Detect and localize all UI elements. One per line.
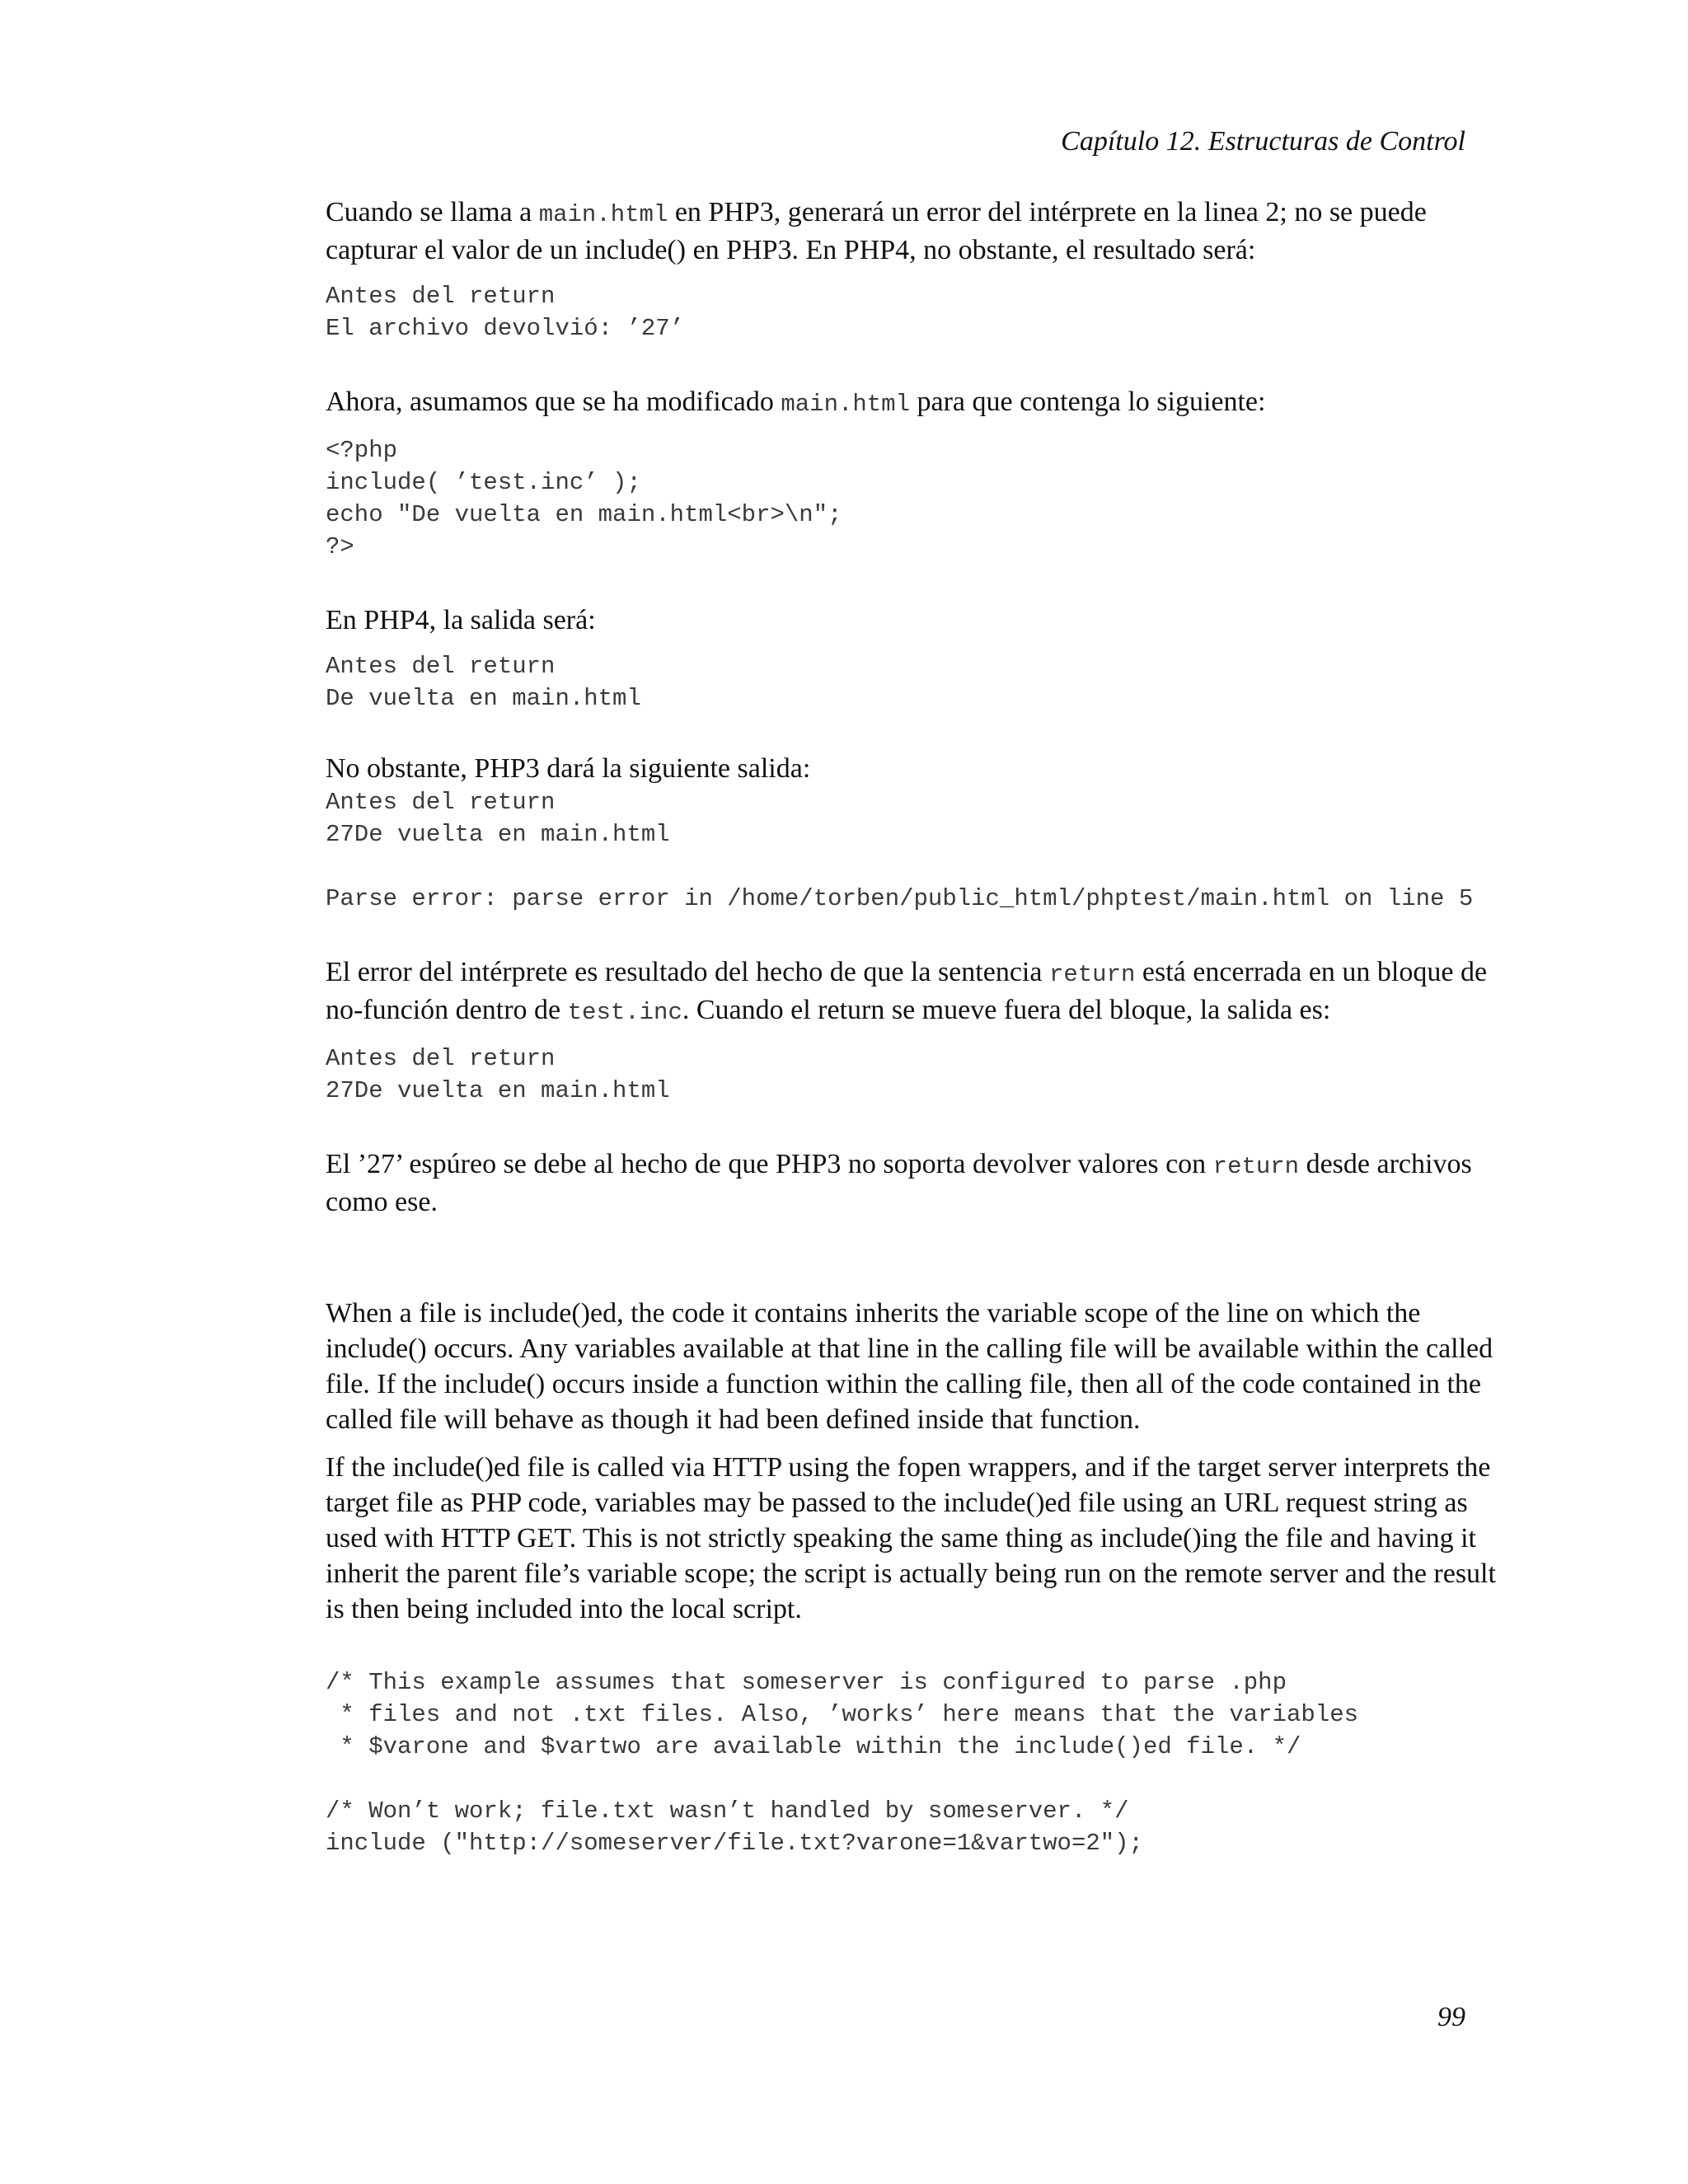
page-content: [326, 194, 1496, 1859]
code-block-output-php3: Antes del return 27De vuelta en main.html Parse error: parse error in /home/torben/public_html/phptest/main.html on line 5: [326, 789, 1474, 912]
chapter-header: Capítulo 12. Estructuras de Control: [1061, 126, 1465, 157]
code-block-output-moved-return: Antes del return 27De vuelta en main.html: [326, 1045, 670, 1104]
paragraph-http-include: If the include()ed file is called via HTTP using the fopen wrappers, and if the target server interprets the target file as PHP code, variables may be passed to the include()ed file using an URL request string as used with HTTP GET. This is not strictly speaking the same thing as include()ing the file and having it inherit the parent file’s variable scope; the script is actually being run on the remote server and the result is then being included into the local script.: [326, 1452, 1496, 1624]
paragraph-parse-error-explanation: El error del intérprete es resultado del hecho de que la sentencia return está encerrada en un bloque de no-función dentro de test.inc. Cuando el return se mueve fuera del bloque, la salida es:: [326, 957, 1488, 1026]
paragraph-main-html-error: Cuando se llama a main.html en PHP3, generará un error del intérprete en la linea 2; no se puede capturar el valor de un include() en PHP3. En PHP4, no obstante, el resultado será:: [326, 197, 1427, 265]
paragraph-php3-output: No obstante, PHP3 dará la siguiente salida:: [326, 753, 811, 784]
code-block-http-example: /* This example assumes that someserver is configured to parse .php * files and not .txt files. Also, ’works’ here means that the variables * $varone and $vartwo are available within the include()ed file. */ /* Won’t work; file.txt wasn’t handled by someserver. */ include ("http://someserver/file.txt?varone=1&vartwo=2");: [326, 1669, 1359, 1857]
paragraph-spurious-27: El ’27’ espúreo se debe al hecho de que PHP3 no soporta devolver valores con return desde archivos como ese.: [326, 1149, 1472, 1217]
paragraph-variable-scope: When a file is include()ed, the code it contains inherits the variable scope of the line on which the include() occurs. Any variables available at that line in the calling file will be available within the called file. If the include() occurs inside a function within the calling file, then all of the code contained in the called file will behave as though it had been defined inside that function.: [326, 1298, 1493, 1435]
code-block-output-1: Antes del return El archivo devolvió: ’27’: [326, 283, 685, 342]
code-block-php-include: <?php include( ’test.inc’ ); echo "De vuelta en main.html<br>\n"; ?>: [326, 437, 842, 560]
paragraph-php4-output: En PHP4, la salida será:: [326, 605, 596, 635]
code-block-output-php4: Antes del return De vuelta en main.html: [326, 653, 641, 712]
inline-code: main.html: [781, 391, 910, 418]
page-number: 99: [1437, 2002, 1465, 2032]
paragraph-modified-main: Ahora, asumamos que se ha modificado main.html para que contenga lo siguiente:: [326, 387, 1266, 418]
inline-code: test.inc: [567, 999, 682, 1026]
inline-code: return: [1048, 961, 1136, 988]
inline-code: return: [1212, 1153, 1300, 1180]
inline-code: main.html: [538, 201, 668, 228]
